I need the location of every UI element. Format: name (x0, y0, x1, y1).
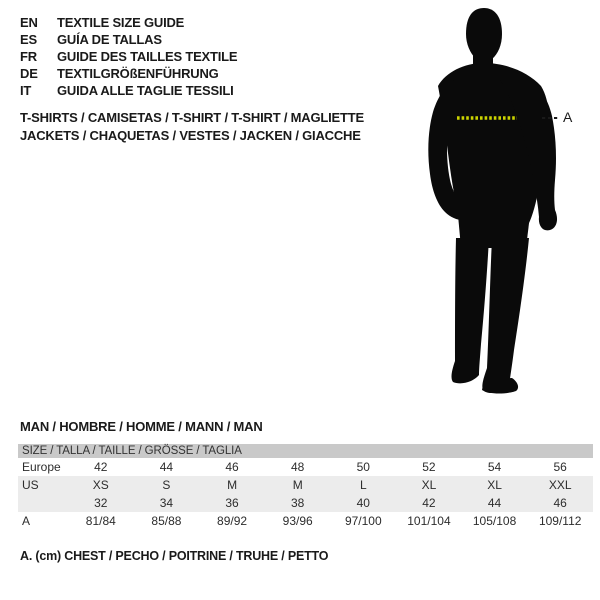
size-cell: 105/108 (472, 514, 517, 528)
section-title-man: MAN / HOMBRE / HOMME / MANN / MAN (20, 419, 263, 434)
table-row-europe (18, 458, 593, 476)
language-code: DE (20, 66, 38, 81)
language-row (20, 31, 237, 48)
language-label: TEXTILE SIZE GUIDE (57, 15, 185, 30)
language-list (20, 14, 237, 99)
size-cell: 50 (356, 460, 370, 474)
size-cell: 40 (356, 496, 370, 510)
row-label: A (22, 514, 31, 528)
size-cell: M (292, 478, 303, 492)
language-label: GUÍA DE TALLAS (57, 32, 162, 47)
size-cell: XS (92, 478, 109, 492)
size-cell: 48 (291, 460, 305, 474)
size-cell: S (162, 478, 171, 492)
row-label (18, 494, 68, 512)
size-cell: 109/112 (538, 514, 582, 528)
language-code: ES (20, 32, 37, 47)
size-cell: XL (487, 478, 502, 492)
size-table-header: SIZE / TALLA / TAILLE / GRÖSSE / TAGLIA (18, 444, 593, 458)
size-table (18, 444, 593, 530)
size-cell: 89/92 (217, 514, 248, 528)
size-cell: 38 (291, 496, 305, 510)
size-cell: 34 (159, 496, 174, 510)
measurement-figure (398, 4, 598, 404)
language-code: EN (20, 15, 38, 30)
language-row (20, 65, 237, 82)
size-cell: 81/84 (85, 514, 116, 528)
size-cell: 46 (225, 460, 239, 474)
language-code: IT (20, 83, 32, 98)
silhouette-right-foot (482, 378, 518, 394)
category-line-tshirts: T-SHIRTS / CAMISETAS / T-SHIRT / T-SHIRT / MAGLIETTE (20, 110, 364, 125)
size-cell: 54 (487, 460, 502, 474)
language-label: GUIDA ALLE TAGLIE TESSILI (57, 83, 234, 98)
language-row (20, 14, 237, 31)
size-cell: 32 (94, 496, 108, 510)
category-line-jackets: JACKETS / CHAQUETAS / VESTES / JACKEN / GIACCHE (20, 128, 361, 143)
size-cell: 44 (159, 460, 174, 474)
size-cell: XXL (548, 478, 572, 492)
size-cell: L (359, 478, 367, 492)
measure-label-a: A (563, 109, 573, 125)
size-cell: 46 (553, 496, 567, 510)
row-label: US (22, 478, 39, 492)
language-code: FR (20, 49, 37, 64)
size-cell: 36 (225, 496, 239, 510)
table-row-us (18, 476, 593, 494)
language-label: TEXTILGRÖßENFÜHRUNG (57, 66, 219, 81)
garment-categories (20, 109, 364, 145)
size-cell: 42 (422, 496, 436, 510)
language-row (20, 48, 237, 65)
row-label: Europe (22, 460, 61, 474)
table-row-chest-a (18, 512, 593, 530)
size-cell: 97/100 (344, 514, 382, 528)
table-row-numeric (18, 494, 593, 512)
size-cell: 42 (94, 460, 108, 474)
size-cell: 52 (422, 460, 436, 474)
size-cell: 93/96 (282, 514, 313, 528)
size-cell: 101/104 (407, 514, 451, 528)
man-silhouette (428, 8, 557, 394)
man-silhouette-figure (398, 4, 598, 404)
size-cell: 56 (553, 460, 567, 474)
chest-footnote: A. (cm) CHEST / PECHO / POITRINE / TRUHE / PETTO (20, 549, 329, 563)
size-cell: 44 (487, 496, 502, 510)
language-row (20, 82, 237, 99)
size-cell: 85/88 (151, 514, 182, 528)
size-cell: XL (421, 478, 437, 492)
silhouette-left-leg (452, 238, 489, 383)
language-label: GUIDE DES TAILLES TEXTILE (57, 49, 238, 64)
size-cell: M (227, 478, 238, 492)
silhouette-right-leg (482, 238, 529, 393)
